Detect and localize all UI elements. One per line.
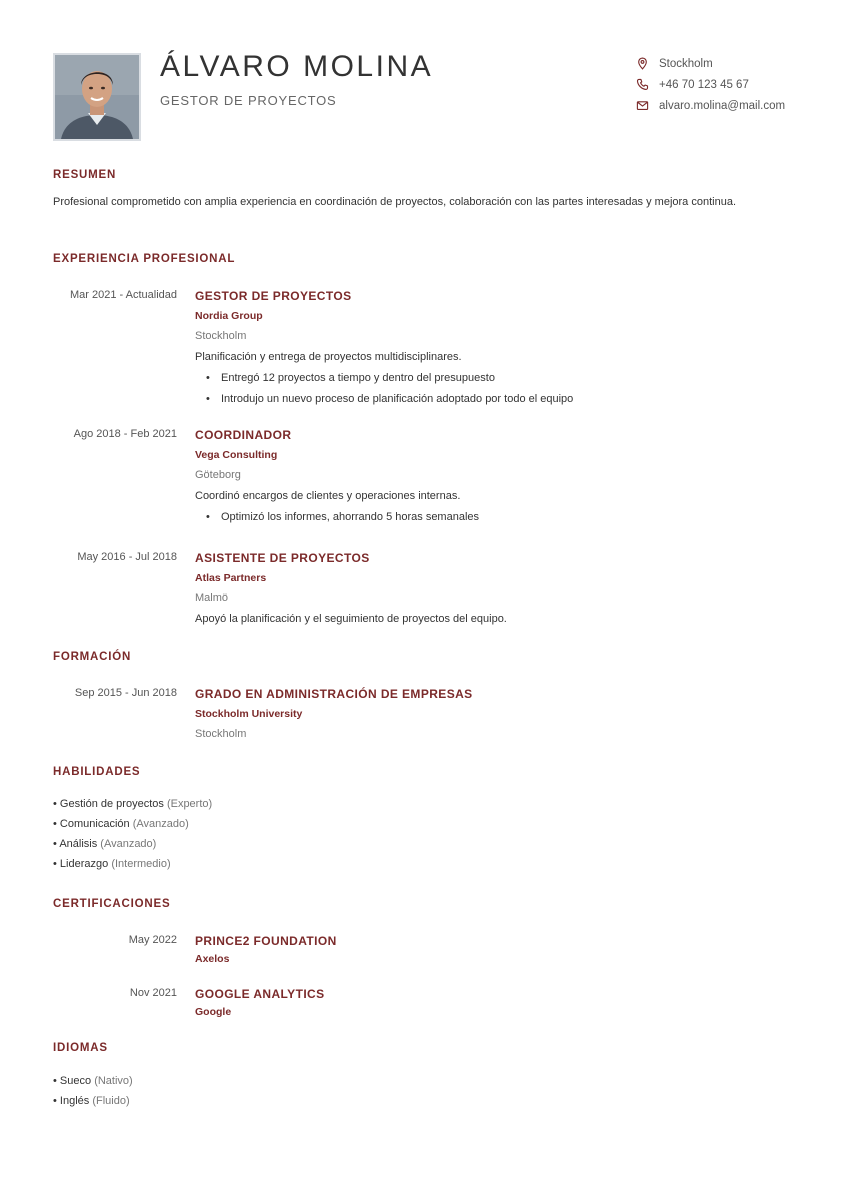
languages-list <box>53 1074 453 1114</box>
job-location: Göteborg <box>195 469 241 481</box>
map-pin-icon <box>636 57 649 70</box>
language-item: • Inglés (Fluido) <box>53 1095 130 1107</box>
skill-level: (Intermedio) <box>111 858 171 870</box>
education-heading: FORMACIÓN <box>53 651 132 663</box>
profile-photo <box>53 53 141 141</box>
job-description: Planificación y entrega de proyectos multidisciplinares. <box>195 351 462 363</box>
skill-level: (Experto) <box>166 798 213 810</box>
education-body <box>195 687 785 741</box>
institution-name: Stockholm University <box>195 708 303 720</box>
certification-issuer: Google <box>195 1006 232 1018</box>
language-level: (Fluido) <box>92 1095 130 1107</box>
language-level: (Nativo) <box>94 1075 133 1087</box>
education-dates: Sep 2015 - Jun 2018 <box>74 687 177 699</box>
skill-name: Análisis <box>59 838 98 850</box>
achievement-list <box>195 371 785 406</box>
candidate-name: ÁLVARO MOLINA <box>160 50 434 83</box>
skill-item: • Comunicación (Avanzado) <box>53 818 189 830</box>
skill-item: • Análisis (Avanzado) <box>53 838 157 850</box>
certification-date: May 2022 <box>128 934 177 946</box>
certifications-heading: CERTIFICACIONES <box>53 898 171 910</box>
contact-phone <box>636 74 836 95</box>
achievement-list <box>195 510 785 524</box>
skill-name: Comunicación <box>59 818 130 830</box>
achievement-item: • Introdujo un nuevo proceso de planificación adoptado por todo el equipo <box>195 392 785 406</box>
experience-heading: EXPERIENCIA PROFESIONAL <box>53 253 236 265</box>
skill-item: • Liderazgo (Intermedio) <box>53 858 171 870</box>
certification-issuer: Axelos <box>195 953 230 965</box>
achievement-item: • Optimizó los informes, ahorrando 5 horas semanales <box>195 510 785 524</box>
skill-name: Liderazgo <box>59 858 109 870</box>
skill-level: (Avanzado) <box>132 818 189 830</box>
experience-dates: May 2016 - Jul 2018 <box>77 551 177 563</box>
skills-heading: HABILIDADES <box>53 766 141 778</box>
job-title: GESTOR DE PROYECTOS <box>195 289 352 303</box>
certification-title: PRINCE2 FOUNDATION <box>195 934 337 948</box>
job-title: ASISTENTE DE PROYECTOS <box>195 551 370 565</box>
languages-heading: IDIOMAS <box>53 1042 108 1054</box>
skill-name: Gestión de proyectos <box>59 798 164 810</box>
experience-dates: Ago 2018 - Feb 2021 <box>73 428 177 440</box>
company-name: Vega Consulting <box>195 449 278 461</box>
job-location: Malmö <box>195 592 229 604</box>
experience-body <box>195 289 785 406</box>
summary-heading: RESUMEN <box>53 169 117 181</box>
job-description: Coordinó encargos de clientes y operaciones internas. <box>195 490 461 502</box>
contact-email <box>636 95 836 116</box>
job-description: Apoyó la planificación y el seguimiento de proyectos del equipo. <box>195 613 507 625</box>
contact-phone-text[interactable]: +46 70 123 45 67 <box>659 78 749 91</box>
degree-title: GRADO EN ADMINISTRACIÓN DE EMPRESAS <box>195 687 473 701</box>
job-location: Stockholm <box>195 330 247 342</box>
candidate-title: GESTOR DE PROYECTOS <box>160 93 337 108</box>
skill-item: • Gestión de proyectos (Experto) <box>53 798 213 810</box>
contact-location <box>636 53 836 74</box>
institution-location: Stockholm <box>195 728 247 740</box>
summary-text: Profesional comprometido con amplia experiencia en coordinación de proyectos, colaboración con las partes interesadas y mejora continua. <box>53 196 736 208</box>
experience-dates: Mar 2021 - Actualidad <box>69 289 177 301</box>
company-name: Nordia Group <box>195 310 263 322</box>
phone-icon <box>636 78 649 91</box>
achievement-item: • Entregó 12 proyectos a tiempo y dentro del presupuesto <box>195 371 785 385</box>
contact-email-text[interactable]: alvaro.molina@mail.com <box>659 99 786 112</box>
company-name: Atlas Partners <box>195 572 267 584</box>
experience-body <box>195 428 785 524</box>
language-name: Sueco <box>59 1075 92 1087</box>
certification-body <box>195 934 785 966</box>
contact-location-text: Stockholm <box>659 57 713 70</box>
skill-level: (Avanzado) <box>100 838 157 850</box>
contact-info <box>636 53 836 116</box>
skills-list <box>53 797 453 877</box>
certification-title: GOOGLE ANALYTICS <box>195 987 325 1001</box>
profile-photo-image <box>55 55 139 139</box>
experience-body <box>195 551 785 626</box>
mail-icon <box>636 99 649 112</box>
language-name: Inglés <box>59 1095 90 1107</box>
job-title: COORDINADOR <box>195 428 292 442</box>
certification-body <box>195 987 785 1019</box>
certification-date: Nov 2021 <box>129 987 177 999</box>
language-item: • Sueco (Nativo) <box>53 1075 133 1087</box>
